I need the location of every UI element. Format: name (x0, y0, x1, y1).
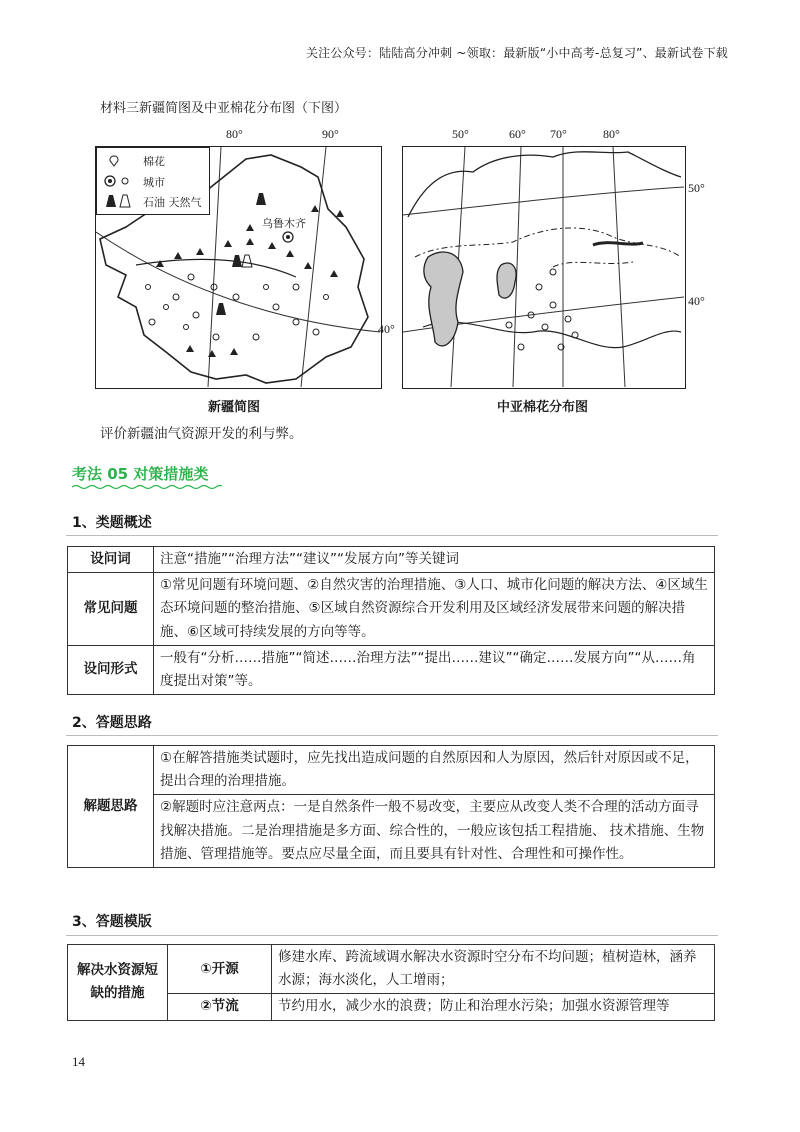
part3-divider (66, 935, 718, 936)
row-text: ①在解答措施类试题时，应先找出造成问题的自然原因和人为原因，然后针对原因或不足，提出合理的治理措施。 (154, 746, 715, 795)
overview-table (67, 546, 715, 695)
part1-divider (66, 535, 718, 536)
map-right-lon-60: 60° (509, 127, 526, 141)
map-right-lon-70: 70° (550, 127, 567, 141)
central-asia-map (402, 146, 686, 389)
section-title (72, 463, 208, 484)
map-left-caption: 新疆简图 (208, 400, 261, 415)
row-text: 节约用水，减少水的浪费；防止和治理水污染；加强水资源管理等 (272, 994, 715, 1020)
part2-divider (66, 735, 718, 736)
approach-table (67, 745, 715, 868)
table-row (68, 573, 715, 646)
row-head: 解决水资源短缺的措施 (68, 945, 168, 1021)
table-row (68, 945, 715, 994)
map-right-lon-50: 50° (452, 127, 469, 141)
map-left-lon-80: 80° (226, 127, 243, 141)
map-right-caption: 中亚棉花分布图 (497, 400, 589, 415)
map-right-lat-40: 40° (688, 294, 705, 308)
city-icon (103, 174, 133, 188)
map-left-lat-40: 40° (378, 322, 395, 336)
material-title: 材料三新疆简图及中亚棉花分布图（下图） (100, 101, 348, 116)
row-head: 设问形式 (68, 645, 154, 694)
row-subhead: ①开源 (168, 945, 272, 994)
row-text: 注意“措施”“治理方法”“建议”“发展方向”等关键词 (154, 547, 715, 573)
row-text: 修建水库、跨流域调水解决水资源时空分布不均问题；植树造林，涵养水源；海水淡化，人工增雨； (272, 945, 715, 994)
map-left-lon-90: 90° (322, 127, 339, 141)
row-text: ①常见问题有环境问题、②自然灾害的治理措施、③人口、城市化问题的解决方法、④区域生态环境问题的整治措施、⑤区域自然资源综合开发利用及区域经济发展带来问题的解决措施、⑥区域可持续发展的方向等等。 (154, 573, 715, 646)
template-table (67, 944, 715, 1021)
page-number: 14 (72, 1054, 85, 1069)
central-asia-map-drawing (403, 147, 684, 387)
row-text: 一般有“分析……措施”“简述……治理方法”“提出……建议”“确定……发展方向”“从……角度提出对策”等。 (154, 645, 715, 694)
row-head: 解题思路 (68, 746, 154, 868)
oil-gas-icon (103, 194, 133, 208)
table-row (68, 547, 715, 573)
row-subhead: ②节流 (168, 994, 272, 1020)
wavy-underline (72, 484, 222, 490)
header-note: 关注公众号：陆陆高分冲刺 ~领取：最新版“小中高考-总复习”、最新试卷下载 (305, 46, 728, 60)
table-row (68, 795, 715, 868)
row-head: 常见问题 (68, 573, 154, 646)
row-text: ②解题时应注意两点：一是自然条件一般不易改变，主要应从改变人类不合理的活动方面寻找解决措施。二是治理措施是多方面、综合性的，一般应该包括工程措施、 技术措施、生物措施、管理措施等。要点应尽量全面，而且要具有针对性、合理性和可操作性。 (154, 795, 715, 868)
table-row (68, 645, 715, 694)
legend-oil-gas-label: 石油 天然气 (143, 196, 202, 209)
legend-cotton-label: 棉花 (143, 155, 165, 168)
map-right-lat-50: 50° (688, 181, 705, 195)
legend-city-label: 城市 (143, 176, 165, 189)
part3-heading: 3、答题模版 (72, 914, 152, 930)
question-text: 评价新疆油气资源开发的利与弊。 (100, 426, 303, 442)
part1-heading: 1、类题概述 (72, 515, 152, 531)
part2-heading: 2、答题思路 (72, 715, 152, 731)
map-right-lon-80: 80° (603, 127, 620, 141)
city-label-urumqi: 乌鲁木齐 (262, 217, 306, 230)
cotton-icon (107, 154, 121, 168)
map-legend (96, 147, 210, 215)
table-row (68, 746, 715, 795)
row-head: 设问词 (68, 547, 154, 573)
section-title-text: 考法 05 对策措施类 (72, 465, 209, 483)
